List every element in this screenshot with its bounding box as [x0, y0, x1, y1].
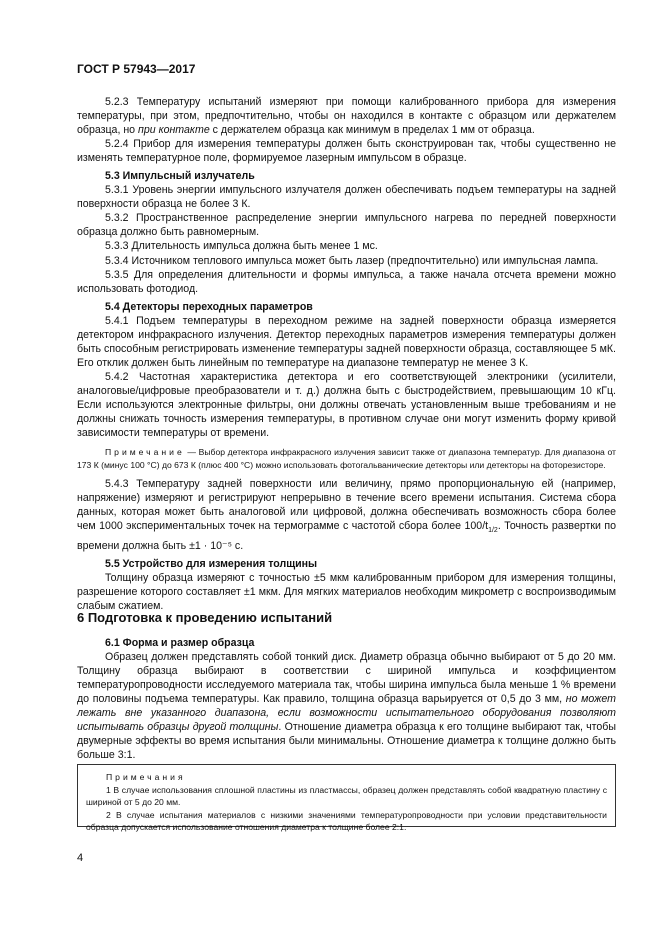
paragraph-5-4-3: 5.4.3 Температуру задней поверхности или величину, прямо пропорциональную ей (например, напряжение) измеряют и регистрируют непрерывно в течение всего времени испытания. Система сбора данных, которая может быть аналоговой или цифровой, должна обеспечивать возможность сбора более чем 1000 экспериментальных точек на термограмме с частотой сбора более $100/t_{1/2}$. Точность развертки по времени должна быть ±1 · 10⁻⁵ с.: [77, 478, 616, 552]
notes-box: [77, 764, 616, 833]
paragraph-6-1: Образец должен представлять собой тонкий диск. Диаметр образца обычно выбирают от 5 до 20 мм. Толщину образца выбирают в соответствии с шириной импульса и коэффициентом температуропроводности исследуемого материала так, чтобы ширина импульса была меньше 1 % времени до половины подъема температуры. Как правило, толщина образца варьируется от 0,5 до 3 мм, но может лежать вне указанного диапазона, если возможности испытательного оборудования позволяют испытывать образцы другой толщины. Отношение диаметра образца к его толщине выбирают так, чтобы двумерные эффекты во время испытания были минимальны. Отношение диаметра к толщине должно быть больше 3:1.: [77, 651, 616, 762]
paragraph-5-5: Толщину образца измеряют с точностью ±5 мкм калиброванным прибором для измерения толщины, разрешение которого составляет ±1 мкм. Для мягких материалов необходим микрометр с воспроизводимым слабым сжатием.: [77, 571, 616, 612]
paragraph-5-3-5: 5.3.5 Для определения длительности и формы импульса, а также начала отсчета времени можно использовать фотодиод.: [77, 268, 616, 295]
paragraph-5-3-2: 5.3.2 Пространственное распределение энергии импульсного нагрева по передней поверхности образца должно быть равномерным.: [77, 212, 616, 239]
paragraph-5-2-3: 5.2.3 Температуру испытаний измеряют при помощи калиброванного прибора для измерения температуры, при этом, предпочтительно, чтобы он находился в контакте с образцом или держателем образца, но при контакте с держателем образца как минимум в пределах 1 мм от образца.: [77, 96, 616, 137]
heading-5-5: 5.5 Устройство для измерения толщины: [105, 557, 318, 570]
note-2: 2 В случае испытания материалов с низкими значениями температуропроводности при условии представительности образца допускается использование отношения диаметра к толщине более 2:1.: [86, 809, 607, 833]
paragraph-5-4-2: 5.4.2 Частотная характеристика детектора и его соответствующей электроники (усилители, аналоговые/цифровые преобразователи и т. д.) должна быть с быстродействием, превышающим 10 кГц. Если используются электронные фильтры, они должны отвечать установленным выше требованиям и не должны снижать точность измерения температуры, в противном случае они могут изменить форму кривой зависимости температуры от времени.: [77, 370, 616, 440]
heading-5-4: 5.4 Детекторы переходных параметров: [105, 300, 313, 313]
section-6-body: [77, 636, 616, 762]
note-1: 1 В случае использования сплошной пластины из пластмассы, образец должен представлять собой квадратную пластину с шириной от 5 до 20 мм.: [86, 784, 607, 808]
paragraph-5-3-1: 5.3.1 Уровень энергии импульсного излучателя должен обеспечивать подъем температуры на задней поверхности образца не более 3 К.: [77, 184, 616, 211]
chapter-6-title: 6 Подготовка к проведению испытаний: [77, 610, 333, 625]
notes-label: Примечания: [106, 772, 186, 782]
note-detector: Примечание — Выбор детектора инфракрасного излучения зависит также от диапазона температур. Для диапазона от 173 К (минус 100 °С) до 673 К (плюс 400 °С) можно использовать фотогальванические детекторы или детекторы на фоторезисторе.: [77, 447, 616, 470]
heading-6-1: 6.1 Форма и размер образца: [105, 637, 255, 649]
heading-5-3: 5.3 Импульсный излучатель: [105, 170, 255, 183]
page-number: 4: [77, 852, 84, 864]
section-5-body: [77, 95, 616, 613]
paragraph-5-4-1: 5.4.1 Подъем температуры в переходном режиме на задней поверхности образца измеряется детектором инфракрасного излучения. Детектор переходных параметров измерения температуры должен быть способным регистрировать изменение температуры задней поверхности образца, составляющее 5 мК. Его отклик должен быть линейным по температуре на диапазоне температур не менее 3 К.: [77, 314, 616, 369]
document-header: ГОСТ Р 57943—2017: [77, 62, 196, 76]
paragraph-5-3-4: 5.3.4 Источником теплового импульса может быть лазер (предпочтительно) или импульсная лампа.: [105, 254, 599, 267]
paragraph-5-3-3: 5.3.3 Длительность импульса должна быть менее 1 мс.: [105, 240, 378, 253]
paragraph-5-2-4: 5.2.4 Прибор для измерения температуры должен быть сконструирован так, чтобы существенно не изменять температурное поле, формируемое лазерным импульсом в образце.: [77, 138, 616, 165]
